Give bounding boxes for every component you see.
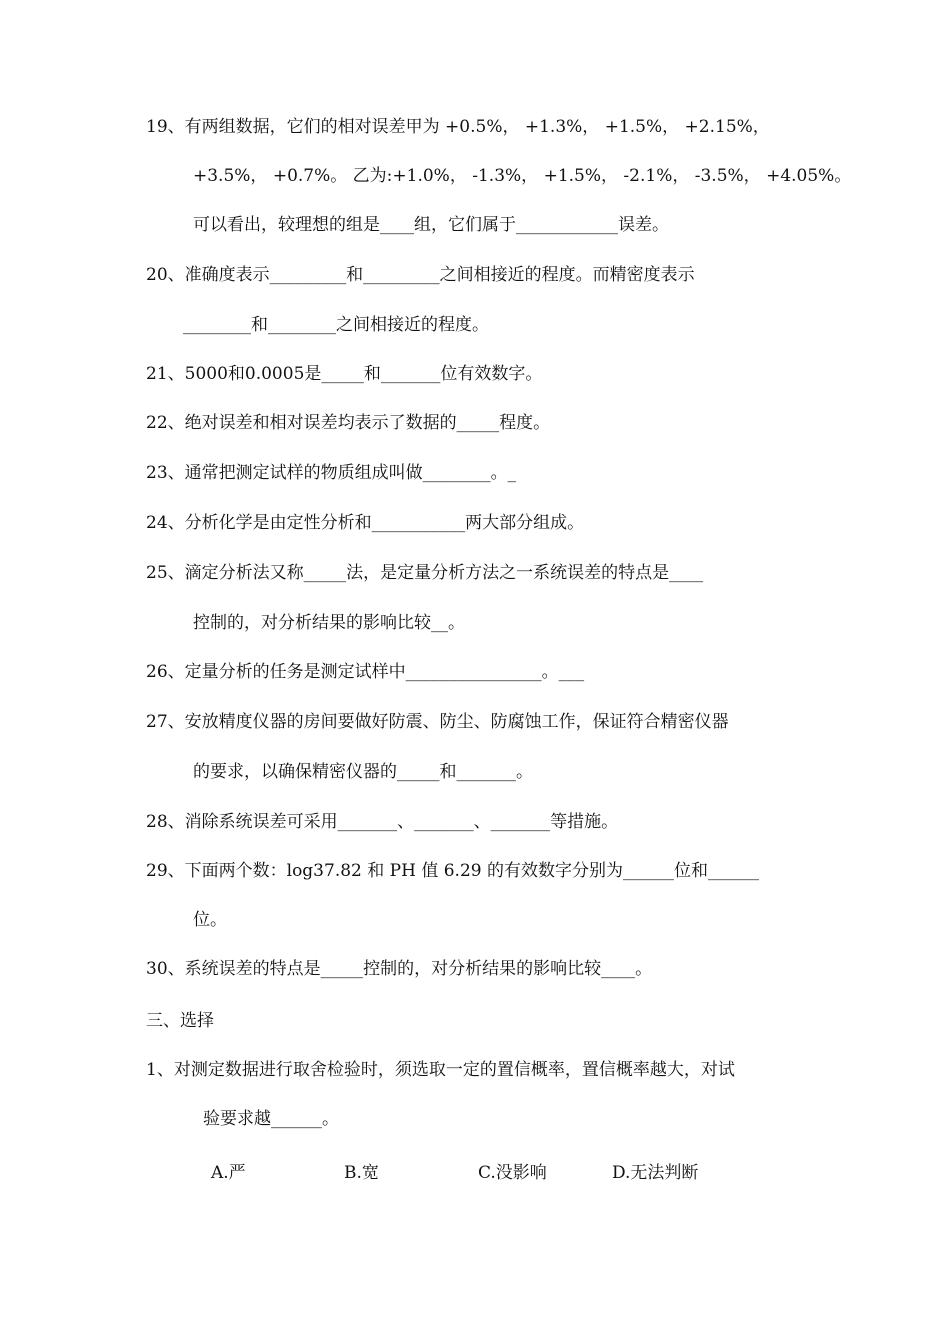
option-c: C.没影响 <box>478 1163 547 1183</box>
section-heading-choice: 三、选择 <box>146 1011 214 1031</box>
q24-line: 24、分析化学是由定性分析和___________两大部分组成。 <box>146 513 585 533</box>
q28-line: 28、消除系统误差可采用_______、_______、_______等措施。 <box>146 812 619 832</box>
option-d: D.无法判断 <box>612 1163 699 1183</box>
q23-line: 23、通常把测定试样的物质组成叫做________。_ <box>146 463 517 483</box>
q30-line: 30、系统误差的特点是_____控制的，对分析结果的影响比较____。 <box>146 959 653 979</box>
q25-line-2: 控制的，对分析结果的影响比较__。 <box>193 613 465 633</box>
q26-line: 26、定量分析的任务是测定试样中________________。___ <box>146 662 585 682</box>
q27-line-1: 27、安放精度仪器的房间要做好防震、防尘、防腐蚀工作，保证符合精密仪器 <box>146 712 729 732</box>
q20-line-2: ________和________之间相接近的程度。 <box>183 315 489 335</box>
choice-q1-line-2: 验要求越______。 <box>203 1109 339 1129</box>
q19-line-3: 可以看出，较理想的组是____组，它们属于____________误差。 <box>193 215 669 235</box>
q27-line-2: 的要求，以确保精密仪器的_____和_______。 <box>193 762 533 782</box>
q22-line: 22、绝对误差和相对误差均表示了数据的_____程度。 <box>146 413 551 433</box>
q19-line-2: +3.5%， +0.7%。 乙为:+1.0%， -1.3%， +1.5%， -2.1%， -3.5%， +4.05%。 <box>193 166 852 186</box>
q29-line-1: 29、下面两个数：log37.82 和 PH 值 6.29 的有效数字分别为______位和______ <box>146 861 759 881</box>
q19-line-1: 19、有两组数据，它们的相对误差甲为 +0.5%， +1.3%， +1.5%， +2.15%， <box>146 117 770 137</box>
q29-line-2: 位。 <box>193 910 227 930</box>
q25-line-1: 25、滴定分析法又称_____法，是定量分析方法之一系统误差的特点是____ <box>146 563 704 583</box>
q21-line: 21、5000和0.0005是_____和_______位有效数字。 <box>146 364 543 384</box>
choice-q1-line-1: 1、对测定数据进行取舍检验时，须选取一定的置信概率，置信概率越大，对试 <box>146 1060 735 1080</box>
q20-line-1: 20、准确度表示_________和_________之间相接近的程度。而精密度表示 <box>146 265 695 285</box>
option-a: A.严 <box>211 1163 246 1183</box>
option-b: B.宽 <box>344 1163 379 1183</box>
